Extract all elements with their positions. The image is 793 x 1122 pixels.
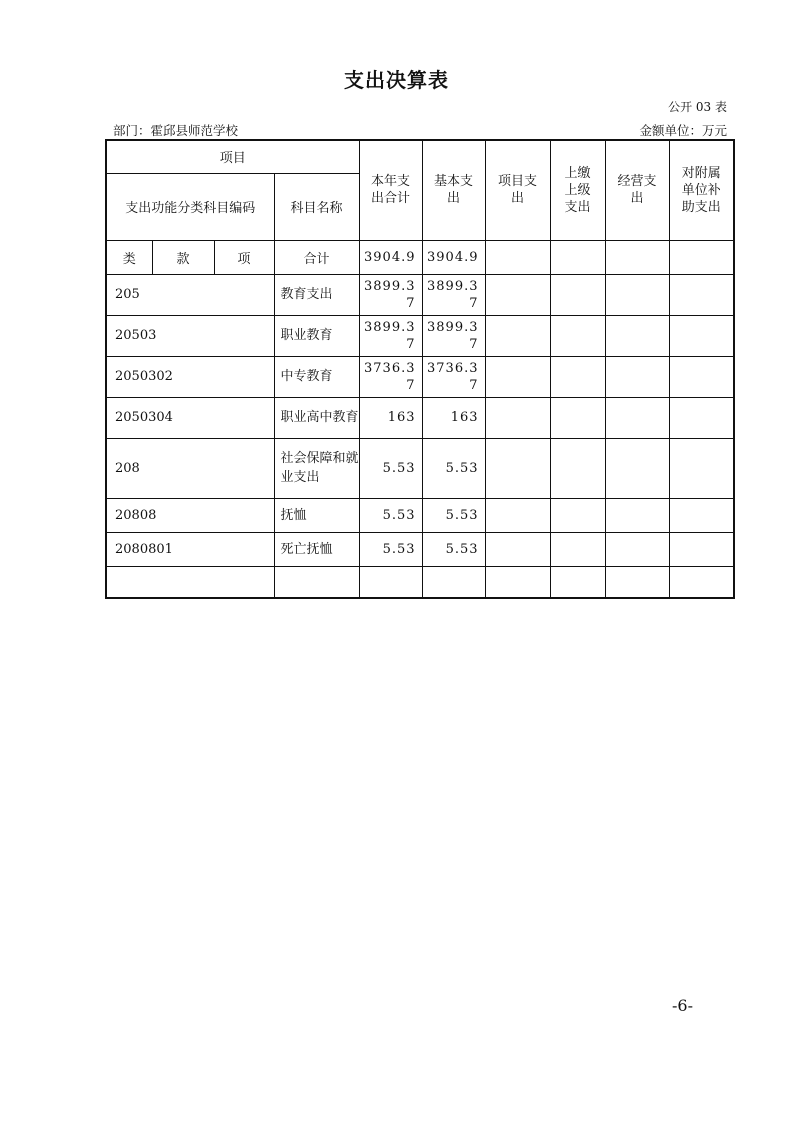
table-row <box>106 397 734 438</box>
row-basic: 5.53 <box>422 438 485 498</box>
row-name: 职业教育 <box>274 315 359 356</box>
row-code: 2050304 <box>106 397 274 438</box>
header-lei: 类 <box>106 240 152 274</box>
row-basic: 3736.37 <box>422 356 485 397</box>
table-row <box>106 274 734 315</box>
row-name: 中专教育 <box>274 356 359 397</box>
header-business: 经营支出 <box>605 140 669 240</box>
header-project-expense: 项目支出 <box>485 140 550 240</box>
page-number: -6- <box>672 996 693 1015</box>
row-basic: 5.53 <box>422 498 485 532</box>
header-total: 本年支出合计 <box>359 140 422 240</box>
department-label: 部门：霍邱县师范学校 <box>113 123 239 138</box>
row-name: 抚恤 <box>274 498 359 532</box>
table-row <box>106 315 734 356</box>
header-project: 项目 <box>106 140 359 173</box>
row-total: 5.53 <box>359 532 422 566</box>
total-row-total: 3904.9 <box>359 240 422 274</box>
row-name: 死亡抚恤 <box>274 532 359 566</box>
row-total: 3736.37 <box>359 356 422 397</box>
expenditure-table <box>105 139 735 599</box>
total-row-basic: 3904.9 <box>422 240 485 274</box>
row-total: 3899.37 <box>359 274 422 315</box>
header-basic: 基本支出 <box>422 140 485 240</box>
row-name: 教育支出 <box>274 274 359 315</box>
row-total: 5.53 <box>359 498 422 532</box>
header-code: 支出功能分类科目编码 <box>106 173 274 240</box>
page-title: 支出决算表 <box>344 68 449 92</box>
row-basic: 3899.37 <box>422 315 485 356</box>
form-number: 公开 03 表 <box>668 100 727 114</box>
header-xiang: 项 <box>214 240 274 274</box>
table-row-empty <box>106 566 734 598</box>
header-subsidiary: 对附属单位补助支出 <box>669 140 734 240</box>
row-code: 2050302 <box>106 356 274 397</box>
row-total: 163 <box>359 397 422 438</box>
row-total: 5.53 <box>359 438 422 498</box>
row-total: 3899.37 <box>359 315 422 356</box>
table-row <box>106 532 734 566</box>
row-code: 208 <box>106 438 274 498</box>
row-code: 2080801 <box>106 532 274 566</box>
row-basic: 3899.37 <box>422 274 485 315</box>
table-row <box>106 498 734 532</box>
unit-label: 金额单位：万元 <box>639 123 727 138</box>
row-basic: 163 <box>422 397 485 438</box>
row-code: 20808 <box>106 498 274 532</box>
table-row <box>106 356 734 397</box>
row-name: 社会保障和就业支出 <box>274 438 359 498</box>
header-upper-remit: 上缴上级支出 <box>550 140 605 240</box>
row-basic: 5.53 <box>422 532 485 566</box>
row-code: 20503 <box>106 315 274 356</box>
row-name: 职业高中教育 <box>274 397 359 438</box>
header-kuan: 款 <box>152 240 214 274</box>
table-row <box>106 438 734 498</box>
header-subject-name: 科目名称 <box>274 173 359 240</box>
row-code: 205 <box>106 274 274 315</box>
total-row-name: 合计 <box>274 240 359 274</box>
